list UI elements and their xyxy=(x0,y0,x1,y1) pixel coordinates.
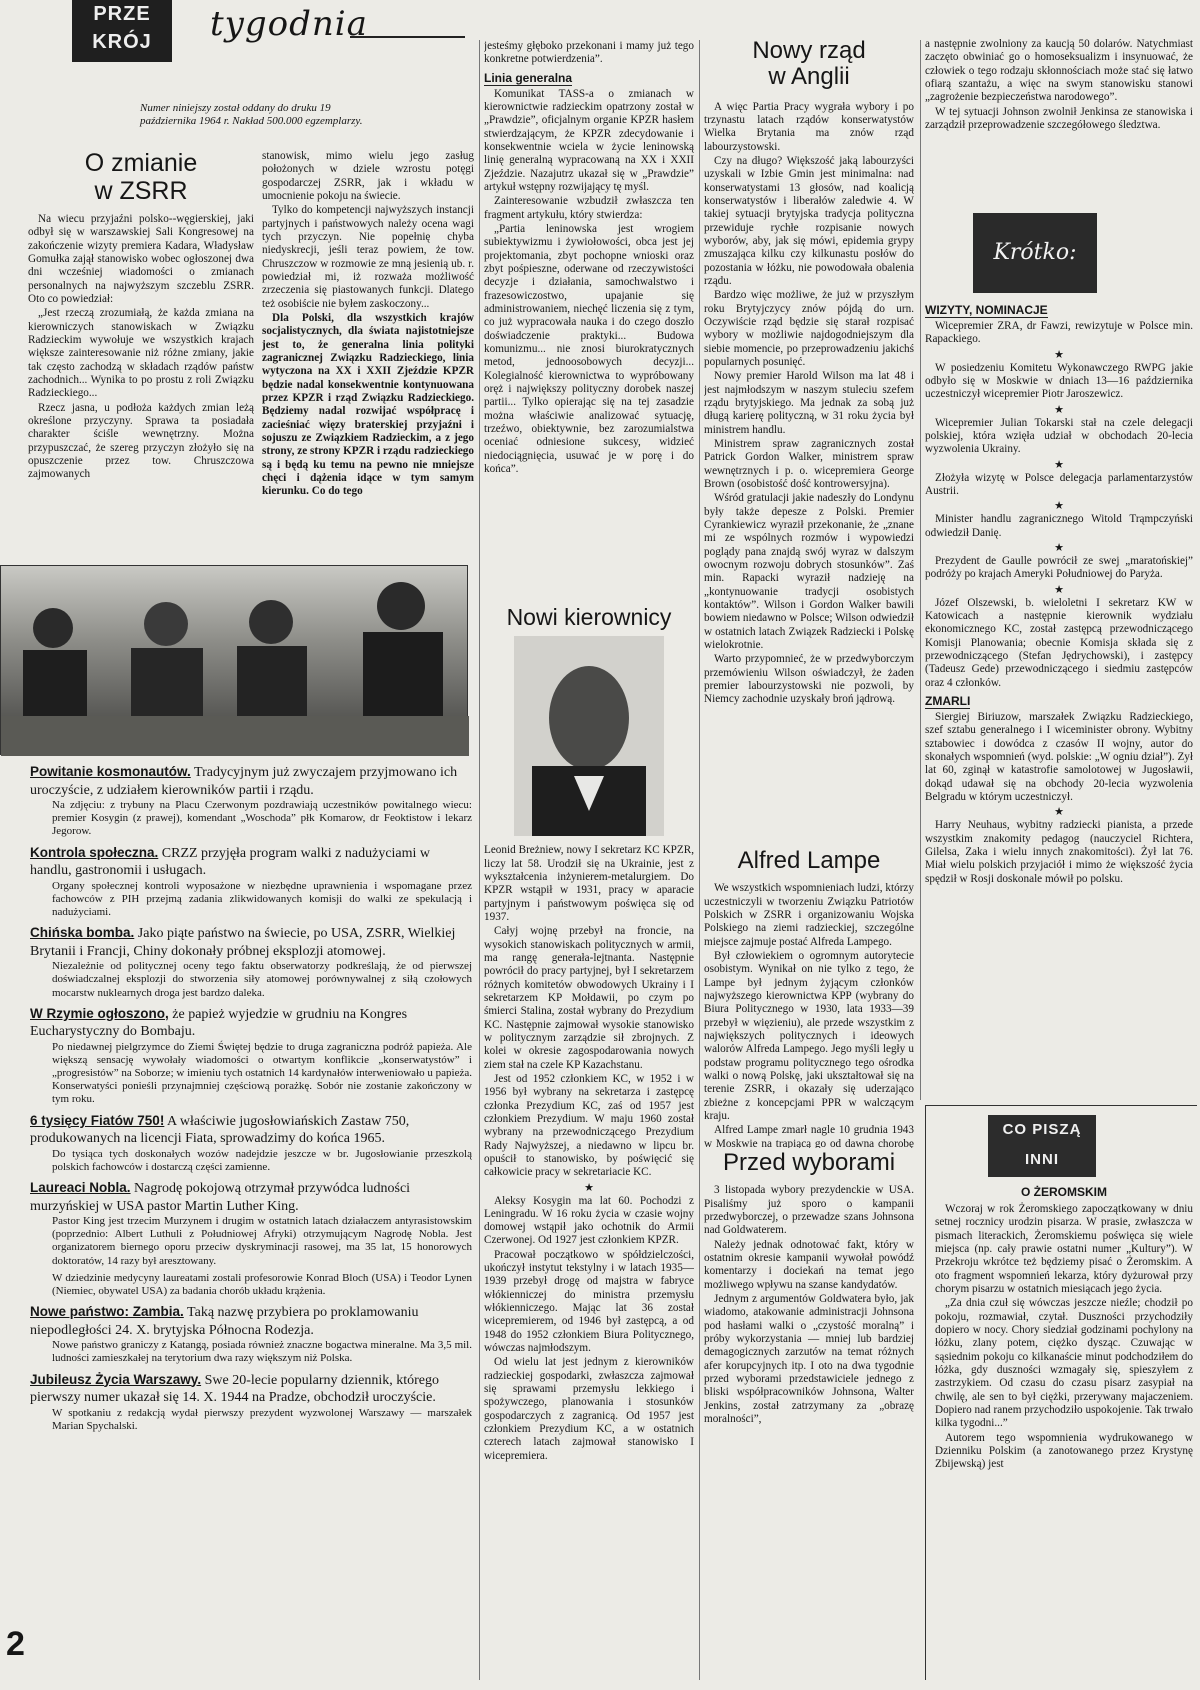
kierownicy-paragraph: Jest od 1952 członkiem KC, w 1952 i w 1956 był wybrany na sekretarza i zastępcę członka Prezydium KC, zaś od 1957 jest członkiem Prezydium. W maju 1960 został wybrany na przewodniczącego Prezydium Rady Najwyższej, a niedawno w lipcu br. opuścił to stanowisko, by poświęcić się całkowicie pracy w sekretariacie KC. xyxy=(484,1072,694,1179)
news-body: W spotkaniu z redakcją wydał pierwszy prezydent wyzwolonej Warszawy — marszałek Marian Spychalski. xyxy=(52,1406,472,1432)
lampe-column xyxy=(704,848,914,1148)
badge-bottom: INNI xyxy=(1025,1151,1059,1168)
obituary-item: Harry Neuhaus, wybitny radziecki pianista, a przede wszystkim znakomity pedagog (nauczyciel Richtera, Gilelsa, Zaka i wielu innych znakomitości). Żył lat 76. Miał wielu polskich przyjaciół i mimo że większość życia spędził w Rosji doskonale mówił po polsku. xyxy=(925,819,1193,885)
separator-star: ★ xyxy=(1054,500,1064,513)
news-lead-text: że papież wyjedzie w grudniu na Kongres Eucharystyczny do Bombaju. xyxy=(30,1006,408,1040)
section-script-title: tygodnia xyxy=(210,4,368,44)
masthead-rule xyxy=(350,36,465,38)
wybory-paragraph: W tej sytuacji Johnson zwolnił Jenkinsa ze stanowiska i zarządził przeprowadzenie szczegółowego śledztwa. xyxy=(925,105,1193,131)
column-rule xyxy=(479,40,480,1680)
cosmonauts-photo-figures xyxy=(1,566,469,756)
news-headline: Laureaci Nobla. xyxy=(30,1180,131,1195)
anglia-title-line1: Nowy rząd xyxy=(752,38,866,64)
zsrr-column-1 xyxy=(28,150,254,560)
separator-star: ★ xyxy=(1054,348,1064,361)
brezhnev-portrait xyxy=(514,636,664,836)
anglia-paragraph: A więc Partia Pracy wygrała wybory i po trzynastu latach rządów konserwatystów Wielka Brytania ma znów rząd labourzystowski. xyxy=(704,100,914,153)
news-body: Na zdjęciu: z trybuny na Placu Czerwonym pozdrawiają uczestników powitalnego wiecu: premier Kosygin (z prawej), komendant „Woschoda” płk Komarow, dr Feoktistow i lekarz Jegorow. xyxy=(52,799,472,838)
news-item xyxy=(30,1304,472,1339)
kierownicy-paragraph: Leonid Breżniew, nowy I sekretarz KC KPZR, liczy lat 58. Urodził się na Ukrainie, jest z wykształcenia inżynierem-metalurgiem. Do KPZR wstąpił w 1931, pracy w aparacie partyjnym i państwowym poświęca się od 1937. xyxy=(484,844,694,923)
co-pisza-inni-badge xyxy=(988,1115,1096,1177)
anglia-paragraph: Bardzo więc możliwe, że już w przyszłym roku Brytyjczycy znów pójdą do urn. Oczywiście rząd będzie się starał rozpisać wybory w możliwie najdogodniejszym dla siebie momencie, po przeprowadzeniu jakichś popularnych posunięć. xyxy=(704,289,914,369)
logo-bottom: KRÓJ xyxy=(92,31,152,53)
news-lead-text: Nagrodę pokojową otrzymał przywódca ludności murzyńskiej w USA pastor Martin Luther King. xyxy=(30,1181,411,1214)
news-body: Do tysiąca tych doskonałych wozów nadejdzie jeszcze w br. Jugosłowianie przeszkolą polskich fachowców i dostarczą części zamienne. xyxy=(52,1147,472,1173)
krotko-item: Wicepremier Julian Tokarski stał na czele delegacji polskiej, która wzięła udział w obchodach 20-lecia wyzwolenia Ukrainy. xyxy=(925,416,1193,456)
wybory-paragraph: Jednym z argumentów Goldwatera było, jak wiadomo, atakowanie administracji Johnsona pod hasłami walki o „czystość moralną” i próby wykorzystania — mniej lub bardziej demagogicznych zarzutów na temat różnych afer korupcyjnych itp. I oto na dwa tygodnie przed wyborami przedstawiciele jednego z bliski współpracowników Johnsona, Walter Jenkins, został zatrzymany za „obrazę moralności”, xyxy=(704,1293,914,1425)
news-lead-text: CRZZ przyjęła program walki z nadużyciami w handlu, gastronomii i usługach. xyxy=(30,845,431,879)
section-zmarli: ZMARLI xyxy=(925,693,971,708)
anglia-paragraph: Wśród gratulacji jakie nadeszły do Londynu były także depesze z Polski. Premier Cyrankiewicz wyraził przekonanie, że „znane mi ze wspólnych rozmów i wypowiedzi poglądy pana znajdą swój wyraz w dalszym owocnym rozwoju dobrych stosunków”. Zaś min. Rapacki wyraził nadzieję na „kontynuowanie tradycji osobistych kontaktów”. Wilson i Gordon Walker bawili bowiem niedawno w Polsce; Wilson odwiedził w ostatnich latach Związek Radziecki i Polskę wielokrotnie. xyxy=(704,492,914,651)
zsrr-paragraph-bold: Dla Polski, dla wszystkich krajów socjalistycznych, dla świata najistotniejsze jest to, że generalna linia polityki zagranicznej Związku Radzieckiego, linia wytyczona na XX i XXII Zjeździe KPZR będzie nadal konsekwentnie kontynuowana przez KPZR i rząd Związku Radzieckiego. Będziemy nadal rozwijać współpracę i zacieśniać więzy braterskiej przyjaźni i sojuszu ze Związkiem Radzieckim, a z jego strony, ze strony KPZR i rządu radzieckiego są i będą ku temu na pewno nie mniejsze chęci i dążenia idące w tym samym kierunku. Co do tego xyxy=(262,311,474,498)
news-item xyxy=(30,1180,472,1215)
anglia-paragraph: Nowy premier Harold Wilson ma lat 48 i jest najmłodszym w naszym stuleciu szefem rządu brytyjskiego. Ma jednak za sobą już długą karierę polityczną, w 31 roku życia był ministrem handlu. xyxy=(704,370,914,436)
zsrr-paragraph: Zainteresowanie wzbudził zwłaszcza ten fragment artykułu, który stwierdza: xyxy=(484,195,694,221)
obituary-item: Siergiej Biriuzow, marszałek Związku Radzieckiego, szef sztabu generalnego i I wiceminister obrony. Wybitny sztabowiec i dowódca z czasów II wojny, autor do skonałych wspomnień (wyd. polskie: „W ogniu dział”). Zył lat 60, zginął w katastrofie samolotowej w Jugosławii, dokąd udawał się na obchody 20-lecia wyzwolenia Belgradu w którym uczestniczył. xyxy=(925,710,1193,803)
wybory-paragraph: Należy jednak odnotować fakt, który w ostatnim okresie kampanii wywołał powódź komentarzy i dociekań na temat jego możliwego wpływu na szanse kandydatów. xyxy=(704,1238,914,1291)
news-item xyxy=(30,1372,472,1407)
news-item xyxy=(30,764,472,799)
anglia-paragraph: Czy na długo? Większość jaką labourzyści uzyskali w Izbie Gmin jest minimalna: nad konserwatystami 13 głosów, nad koalicją konserwatystów i liberałów zaledwie 4. W takiej sytuacji brytyjska tradycja polityczna przewiduje rychłe rozpisanie nowych wyborów, aby, jak się mówi, epidemia grypy zmuszająca kilku czy kilkunastu posłów do pozostania w łóżku, nie powodowała obalenia rządu. xyxy=(704,155,914,288)
separator-star: ★ xyxy=(1054,806,1064,819)
wybory-title: Przed wyborami xyxy=(722,1150,896,1176)
zsrr-paragraph: Na wiecu przyjaźni polsko--węgierskiej, jaki odbył się w warszawskiej Sali Kongresowej na zakończenie wizyty premiera Kadara, Władysław Gomułka zajął stanowisko wobec ogłoszonej dwa dni wcześniej wiadomości o zmianach personalnych na najwyższym szczeblu ZSRR. Oto co powiedział: xyxy=(28,213,254,305)
krotko-column xyxy=(925,300,1193,1100)
news-body: Organy społecznej kontroli wyposażone w niezbędne uprawnienia i wspomagane przez fachowców z PIH przejmą zadania zlikwidowanych komisji do walki ze spekulacją i nadużyciami. xyxy=(52,879,472,918)
anglia-column xyxy=(704,38,914,838)
wybory-continuation xyxy=(925,38,1193,206)
kierownicy-paragraph: Pracował początkowo w spółdzielczości, ukończył instytut tekstylny i w latach 1935—1939 przebył drogę od majstra w fabryce włókienniczej do ministra przemysłu włókienniczego. Mając lat 36 został wicepremierem, od 1946 był zastępcą, a od 1948 do 1952 członkiem Biura Politycznego, wówczas najmłodszym. xyxy=(484,1248,694,1355)
news-item xyxy=(30,845,472,880)
przekroj-logo xyxy=(72,0,172,62)
portrait-figure xyxy=(514,636,664,836)
zsrr-paragraph: Rzecz jasna, u podłoża każdych zmian leżą określone przyczyny. Sprawa ta posiadała charakter ściśle wewnętrzny. Można przypuszczać, że szereg przyczyn złożyło się na opuszczenie przez tow. Chruszczowa zajmowanych xyxy=(28,401,254,481)
news-lead-text: Swe 20-lecie popularny dziennik, którego pierwszy numer ukazał się 14. X. 1944 na Pradze, obchodził uroczyście. xyxy=(30,1372,440,1405)
section-wizyty-nominacje: WIZYTY, NOMINACJE xyxy=(925,303,1048,317)
news-headline: Kontrola społeczna. xyxy=(30,844,159,860)
zsrr-paragraph: „Jest rzeczą zrozumiałą, że każda zmiana na kierowniczych stanowiskach w Związku Radzieckim wywołuje we wszystkich krajach większe zainteresowanie niż różne zmiany, jakie tak często zachodzą w składach rządów państw zachodnich... Wynika to po prostu z roli Związku Radzieckiego... xyxy=(28,307,254,400)
imprint-note: Numer niniejszy został oddany do druku 19 października 1964 r. Nakład 500.000 egzemplarzy. xyxy=(140,102,363,128)
separator-star: ★ xyxy=(1054,403,1064,416)
news-headline: 6 tysięcy Fiatów 750! xyxy=(30,1112,165,1128)
zsrr-paragraph: „Partia leninowska jest wrogiem subiektywizmu i żywiołowości, obca jest jej projektomania, zbyt pochopne wnioski oraz zbyt pośpieszne, oderwane od rzeczywistości decyzje i działania, samochwalstwo i frazesowiczostwo, upajanie się administrowaniem, niechęć liczenia się z tym, co już wypracowała nauka i do czego doszło doświadczenie praktyki... Budowa komunizmu... nie znosi biurokratycznych metod, jednoosobowych decyzji... Kolegialność kierownictwa to wypróbowany oręż i największy polityczny dorobek naszej partii... Tylko opierając się na tej zasadzie można właściwie analizować sytuację, trzeźwo, obiektywnie, bez zarozumialstwa oceniać odniesione sukcesy, widzieć niedociągnięcia, usuwać je w porę i do końca”. xyxy=(484,222,694,475)
zsrr-title-line2: w ZSRR xyxy=(94,176,188,205)
anglia-paragraph: Ministrem spraw zagranicznych został Patrick Gordon Walker, ministrem spraw wewnętrznych i p. o. wicepremiera George Brown (osobistość dość kontrowersyjna). xyxy=(704,437,914,490)
krotko-item: W posiedzeniu Komitetu Wykonawczego RWPG jakie odbyło się w Moskwie w dniach 13—16 października uczestniczył wicepremier Piotr Jaroszewicz. xyxy=(925,361,1193,401)
column-rule xyxy=(699,40,700,1680)
separator-star: ★ xyxy=(584,1181,594,1194)
kierownicy-paragraph: Od wielu lat jest jednym z kierowników radzieckiej gospodarki, zwłaszcza zajmował się sprawami przemysłu lekkiego i spożywczego, planowania i stosunków gospodarczych z zagranicą. Od 1957 jest członkiem Prezydium KC, a w ostatnich czterech latach zajmował stanowisko I wicepremiera. xyxy=(484,1356,694,1462)
zsrr-column-2 xyxy=(262,150,474,560)
separator-star: ★ xyxy=(1054,458,1064,471)
news-headline: W Rzymie ogłoszono, xyxy=(30,1005,169,1021)
news-headline: Powitanie kosmonautów. xyxy=(30,764,191,779)
separator-star: ★ xyxy=(1054,583,1064,596)
separator-star: ★ xyxy=(1054,541,1064,554)
zsrr-paragraph: jesteśmy głęboko przekonani i mamy już tego konkretne potwierdzenia”. xyxy=(484,40,694,66)
kierownicy-paragraph: Aleksy Kosygin ma lat 60. Pochodzi z Leningradu. W 16 roku życia w czasie wojny domowej wstąpił jako ochotnik do Armii Czerwonej. Od 1927 jest członkiem KPZR. xyxy=(484,1194,694,1247)
badge-top: CO PISZĄ xyxy=(1002,1121,1082,1138)
zsrr-title-line1: O zmianie xyxy=(84,150,198,177)
news-lead-text: Tradycyjnym już zwyczajem przyjmowano ich uroczyście, z udziałem kierowników partii i rządu. xyxy=(30,765,458,798)
lampe-paragraph: We wszystkich wspomnieniach ludzi, którzy uczestniczyli w tworzeniu Związku Patriotów Polskich w ZSRR i organizowaniu Wojska Polskiego na ziemi radzieckiej, szczególne miejsce zajmuje postać Alfreda Lampego. xyxy=(704,882,914,948)
zeromski-title: O ŻEROMSKIM xyxy=(1021,1185,1107,1199)
krotko-item: Józef Olszewski, b. wieloletni I sekretarz KW w Katowicach a następnie kierownik wydziału ekonomicznego KC, został zastępcą przewodniczącego Komisji Planowania; obecnie Komisja składa się z przewodniczącego (Stefan Jędrychowski), i zastępcy (Tadeusz Gede) przewodniczącego i siedmiu zastępców oraz 4 członków. xyxy=(925,596,1193,689)
anglia-title-line2: w Anglii xyxy=(768,63,850,91)
news-headline: Chińska bomba. xyxy=(30,925,135,941)
zeromski-paragraph: „Za dnia czuł się wówczas jeszcze nieźle; chodził po pokoju, rozmawiał, czytał. Duszności przychodziły dopiero w nocy. Chory siedział godzinami pochylony na łóżku, zlany potem, ciężko dysząc. Czuwając w sąsiednim pokoju co kilkanaście minut podchodziłem do łóżka, gdy duszności wzmagały się, spieszyłem z zastrzykiem. Od czasu do czasu pisarz zasypiał na chwilę, ale sen to był ciężki, przerywany majaczeniem. Dopiero nad ranem przychodziło uspokojenie. Tak trwało kilka tygodni...” xyxy=(935,1297,1193,1430)
news-item xyxy=(30,1113,472,1148)
kierownicy-title: Nowi kierownicy xyxy=(506,605,672,630)
anglia-paragraph: Warto przypomnieć, że w przedwyborczym przemówieniu Wilson oświadczył, że żaden premier labourzystowski nie pozwoli, by Niemcy zachodnie uzyskały broń jądrową. xyxy=(704,653,914,706)
logo-top: PRZE xyxy=(93,3,151,25)
kierownicy-paragraph: Całyj wojnę przebył na froncie, na wysokich stanowiskach politycznych w armii, ma rangę generała-lejtnanta. Następnie powrócił do pracy partyjnej, był I sekretarzem różnych komitetów obwodowych Ukrainy i I sekretarzem KP Mołdawii, po czym po śmierci Stalina, został wybrany do Prezydium KC. Następnie zajmował wysokie stanowisko w politycznym zarządzie sił zbrojnych. Z kolei w okresie zagospodarowania nowych ziem stał na czele KP Kazachstanu. xyxy=(484,925,694,1071)
column-rule xyxy=(920,40,921,1100)
co-pisza-inni-column xyxy=(935,1183,1193,1683)
lampe-paragraph: Był człowiekiem o ogromnym autorytecie osobistym. Wynikał on nie tylko z tego, że Lampe był jednym żyjącym członków najwyższego kierownictwa KPP (wybrany do Biura Politycznego w 1930, lata 1933—39 przebył w więzieniu), ale przede wszystkim z największych politycznych i ideowych walorów Alfreda Lampego. Jego myśli legły u podstaw programu politycznego tego ośrodka walki o nową Polskę, jaki ukształtował się na terenie ZSRR, i okazały się uderzająco zbieżne z koncepcjami PPR w walczącym kraju. xyxy=(704,950,914,1122)
news-lead-text: A właściwie jugosłowiańskich Zastaw 750, produkowanych na licencji Fiata, sprowadzimy do końca 1965. xyxy=(30,1113,410,1147)
wybory-column xyxy=(704,1150,914,1680)
news-headline: Nowe państwo: Zambia. xyxy=(30,1304,184,1320)
section-linia-generalna: Linia generalna xyxy=(484,70,573,85)
news-lead-text: Taką nazwę przybiera po proklamowaniu niepodległości 24. X. brytyjska Północna Rodezja. xyxy=(30,1305,419,1338)
news-body: Po niedawnej pielgrzymce do Ziemi Świętej będzie to druga zagraniczna podróż papieża. Ale większą sensację wywołały wiadomości o otwartym konflikcie „konserwatystów” i „progresistów” na Soborze; w imieniu tych ostatnich 14 kardynałów interweniowało u papieża. Konserwatyści ponieśli przynajmniej częściową porażkę. Sobór nie zostanie zakończony w tym roku. xyxy=(52,1040,472,1106)
news-body: Niezależnie od politycznej oceny tego faktu obserwatorzy podkreślają, że od pierwszej doświadczalnej eksplozji do stworzenia siły atomowej porównywalnej z siłą czołowych mocarstw nuklearnych droga jest bardzo daleka. xyxy=(52,960,472,999)
cosmonauts-photo xyxy=(0,565,468,755)
zeromski-paragraph: Wczoraj w rok Żeromskiego zapoczątkowany w dniu setnej rocznicy urodzin pisarza. W prasie, zwłaszcza w pismach literackich, Żeromskiemu poświęca się wiele miejsca (np. cały prawie ostatni numer „Kultury”). W Przekroju wkrótce też będziemy pisać o Żeromskim. A oto fragment wspomnień lekarza, który dyżurował przy chorym pisarzu w ostatnich miesiącach jego życia. xyxy=(935,1203,1193,1295)
news-body: W dziedzinie medycyny laureatami zostali profesorowie Konrad Bloch (USA) i Teodor Lynen (Niemiec, obywatel USA) za badania chorób układu krążenia. xyxy=(52,1271,472,1297)
news-item xyxy=(30,925,472,960)
krotko-badge: Krótko: xyxy=(973,213,1097,293)
kierownicy-column xyxy=(484,605,694,1680)
krotko-item: Złożyła wizytę w Polsce delegacja parlamentarzystów Austrii. xyxy=(925,471,1193,497)
zsrr-column-3 xyxy=(484,40,694,600)
krotko-item: Prezydent de Gaulle powrócił ze swej „maratońskiej” podróży po krajach Ameryki Południowej do Paryża. xyxy=(925,554,1193,581)
lampe-paragraph: Alfred Lampe zmarł nagle 10 grudnia 1943 w Moskwie na trapiącą go od dawna chorobę xyxy=(704,1124,914,1148)
lampe-title: Alfred Lampe xyxy=(737,848,881,874)
krotko-item: Minister handlu zagranicznego Witold Trąmpczyński odwiedził Danię. xyxy=(925,513,1193,539)
zeromski-paragraph: Autorem tego wspomnienia wydrukowanego w Dzienniku Polskim (a zanotowanego przez Krystynę Zbijewską) jest xyxy=(935,1431,1193,1471)
krotko-item: Wicepremier ZRA, dr Fawzi, rewizytuje w Polsce min. Rapackiego. xyxy=(925,320,1193,346)
zsrr-paragraph: Tylko do kompetencji najwyższych instancji partyjnych i państwowych należy ocena wagi tych przyczyn. Nie popełnię chyba niedyskrecji, jeśli teraz powiem, że tow. Chruszczow w rozmowie ze mną jesienią ub. r. powiedział mi, iż rozważa możliwość zrzeczenia się piastowanych funkcji. Dlatego też osobiście nie byłem zaskoczony... xyxy=(262,204,474,310)
page-number: 2 xyxy=(6,1625,25,1663)
news-headline: Jubileusz Życia Warszawy. xyxy=(30,1371,202,1387)
zsrr-paragraph: stanowisk, mimo wielu jego zasług położonych w dziele wzrostu potęgi gospodarczej ZSRR, jak i wkładu w umocnienie pokoju na świecie. xyxy=(262,150,474,202)
wybory-paragraph: 3 listopada wybory prezydenckie w USA. Pisaliśmy już sporo o kampanii przedwyborczej, o przewadze szans Johnsona nad Goldwaterem. xyxy=(704,1184,914,1237)
zsrr-paragraph: Komunikat TASS-a o zmianach w kierownictwie radzieckim opatrzony został w „Prawdzie”, oficjalnym organie KPZR hasłem stwierdzającym, że KPZR zdecydowanie i konsekwentnie wciela w życie leninowską linię generalną wypracowaną na XX i XXII Zjeździe. Nazajutrz ukazał się w „Prawdzie” artykuł wstępny rozwijający tę myśl. xyxy=(484,87,694,193)
news-body: Nowe państwo graniczy z Katangą, posiada również znaczne bogactwa mineralne. Ma 3,5 mil. ludności zamieszkałej na terytorium dwa razy większym niż Polska. xyxy=(52,1339,472,1365)
news-body: Pastor King jest trzecim Murzynem i drugim w ostatnich latach działaczem antyrasistowskim (poprzednio: Albert Luthuli z Południowej Afryki) otrzymującym Nagrodę Nobla. Jest organizatorem biernego oporu przeciw dyskryminacji rasowej, ma 35 lat, 15 honorowych doktoratów, 14 razy był aresztowany. xyxy=(52,1215,472,1267)
news-column xyxy=(30,758,472,1630)
wybory-paragraph: a następnie zwolniony za kaucją 50 dolarów. Natychmiast zaczęto obwiniać go o homoseksualizm i insynuować, że człowiek o tego rodzaju skłonnościach może stać się łatwo ofiarą szantażu, a więc na swym stanowisku stanowi „zagrożenie bezpieczeństwa narodowego”. xyxy=(925,38,1193,104)
news-lead-text: Jako piąte państwo na świecie, po USA, ZSRR, Wielkiej Brytanii i Francji, Chiny dokonały próbnej eksplozji atomowej. xyxy=(30,926,456,959)
news-item xyxy=(30,1006,472,1041)
